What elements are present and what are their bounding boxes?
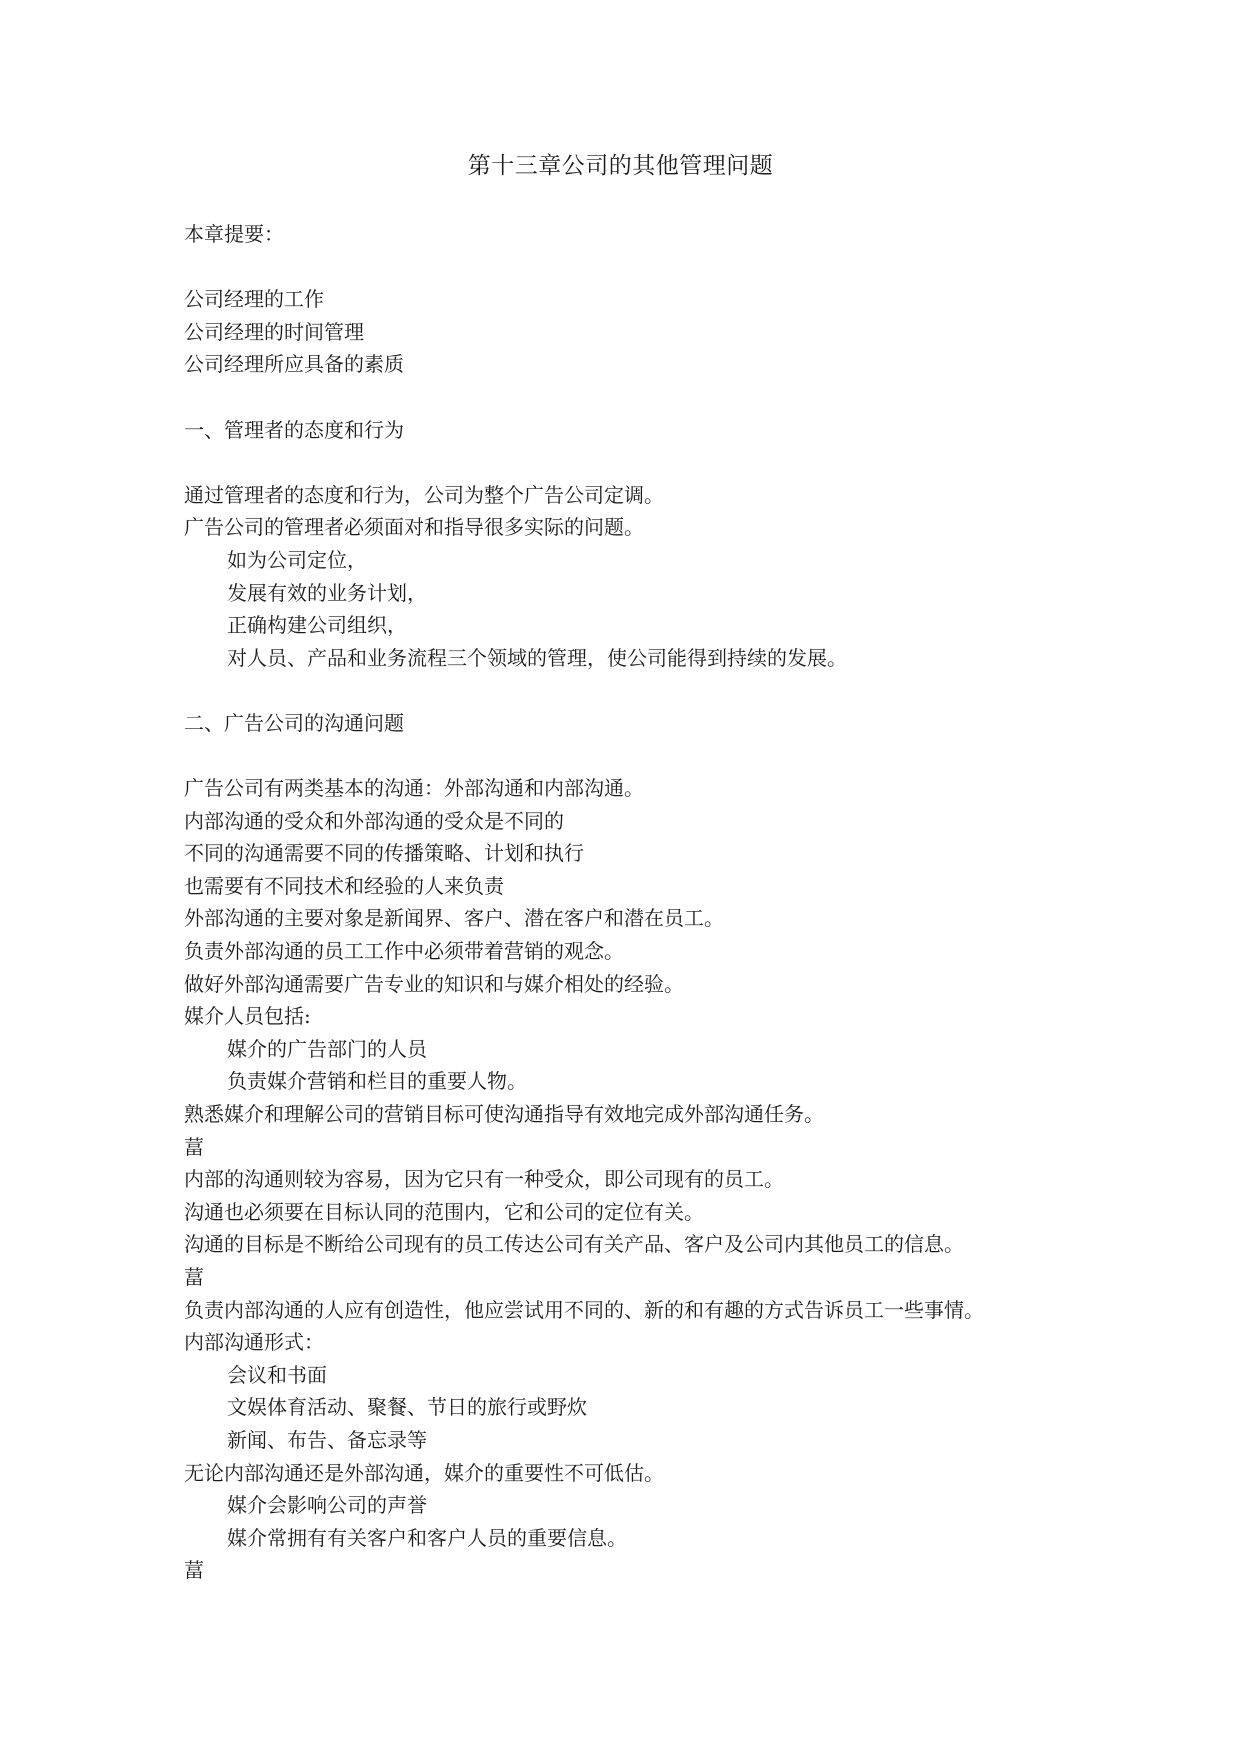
text-line: 公司经理的时间管理 — [184, 319, 364, 344]
text-line: 内部沟通形式： — [184, 1330, 324, 1355]
blank-line — [184, 251, 1084, 284]
blank-line — [184, 674, 1084, 707]
text-line: 外部沟通的主要对象是新闻界、客户、潜在客户和潜在员工。 — [184, 906, 724, 931]
indented-text-line: 如为公司定位， — [227, 547, 367, 572]
text-line: 负责内部沟通的人应有创造性，他应尝试用不同的、新的和有趣的方式告诉员工一些事情。 — [184, 1297, 984, 1322]
text-line: 一、管理者的态度和行为 — [184, 417, 404, 442]
text-line: 负责外部沟通的员工工作中必须带着营销的观念。 — [184, 939, 624, 964]
text-line: 熟悉媒介和理解公司的营销目标可使沟通指导有效地完成外部沟通任务。 — [184, 1102, 824, 1127]
indented-text-line: 发展有效的业务计划， — [227, 580, 427, 605]
text-line: 也需要有不同技术和经验的人来负责 — [184, 873, 504, 898]
text-line: 沟通也必须要在目标认同的范围内，它和公司的定位有关。 — [184, 1199, 704, 1224]
indented-text-line: 对人员、产品和业务流程三个领域的管理，使公司能得到持续的发展。 — [227, 645, 847, 670]
text-line: 二、广告公司的沟通问题 — [184, 710, 404, 735]
indented-text-line: 媒介会影响公司的声誉 — [227, 1493, 427, 1518]
indented-text-line: 负责媒介营销和栏目的重要人物。 — [227, 1069, 527, 1094]
text-line: 内部沟通的受众和外部沟通的受众是不同的 — [184, 808, 564, 833]
text-line: 通过管理者的态度和行为，公司为整个广告公司定调。 — [184, 482, 664, 507]
text-line: 公司经理的工作 — [184, 287, 324, 312]
indented-text-line: 会议和书面 — [227, 1362, 327, 1387]
blank-line — [184, 446, 1084, 479]
text-line: 沟通的目标是不断给公司现有的员工传达公司有关产品、客户及公司内其他员工的信息。 — [184, 1232, 964, 1257]
blank-line — [184, 381, 1084, 414]
document-body — [184, 218, 1084, 1587]
indented-text-line: 新闻、布告、备忘录等 — [227, 1427, 427, 1452]
blank-line — [184, 740, 1084, 773]
text-line: 不同的沟通需要不同的传播策略、计划和执行 — [184, 841, 584, 866]
text-line: 做好外部沟通需要广告专业的知识和与媒介相处的经验。 — [184, 971, 684, 996]
text-line: 广告公司的管理者必须面对和指导很多实际的问题。 — [184, 515, 644, 540]
text-line: 葍 — [184, 1134, 204, 1159]
text-line: 公司经理所应具备的素质 — [184, 352, 404, 377]
text-line: 葍 — [184, 1558, 204, 1583]
text-line: 无论内部沟通还是外部沟通，媒介的重要性不可低估。 — [184, 1460, 664, 1485]
indented-text-line: 媒介常拥有有关客户和客户人员的重要信息。 — [227, 1525, 627, 1550]
indented-text-line: 媒介的广告部门的人员 — [227, 1036, 427, 1061]
text-line: 内部的沟通则较为容易，因为它只有一种受众，即公司现有的员工。 — [184, 1167, 784, 1192]
indented-text-line: 文娱体育活动、聚餐、节日的旅行或野炊 — [227, 1395, 587, 1420]
indented-text-line: 正确构建公司组织， — [227, 613, 407, 638]
text-line: 葍 — [184, 1265, 204, 1289]
text-line: 媒介人员包括: — [184, 1004, 311, 1029]
page-title: 第十三章公司的其他管理问题 — [467, 153, 774, 179]
text-line: 广告公司有两类基本的沟通：外部沟通和内部沟通。 — [184, 776, 644, 801]
text-line: 本章提要： — [184, 222, 284, 246]
